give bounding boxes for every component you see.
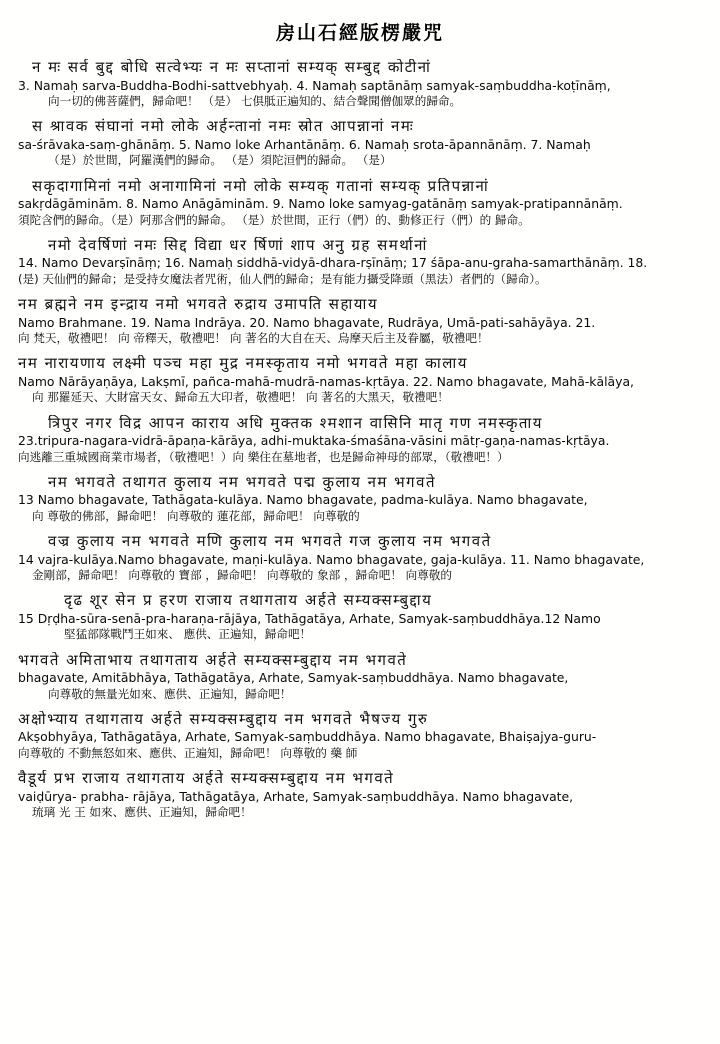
chinese-gloss-line: 須陀含們的歸命。（是）阿那含們的歸命。 （是）於世間，正行（們）的、動修正行（們）的 歸命。 [18,212,530,227]
verse-block [18,415,702,465]
verse-block [18,59,702,109]
transliteration-line: sa-śrāvaka-saṃ-ghānāṃ. 5. Namo loke Arhantānāṃ. 6. Namaḥ srota-āpannānāṃ. 7. Namaḥ [18,136,591,152]
siddham-script-line: वज्र कुलाय नम भगवते मणि कुलाय नम भगवते गज कुलाय नम भगवते [48,533,492,550]
chinese-gloss-line: (是) 天仙們的歸命；是受持女魔法者咒術，仙人們的歸命；是有能力攝受降頭（黑法）者們的（歸命）。 [18,271,547,286]
verse-blocks [18,59,702,820]
chinese-gloss-line: （是）於世間，阿羅漢們的歸命。 （是）須陀洹們的歸命。 （是） [48,153,392,168]
siddham-script-line: नम नारायणाय लक्ष्मी पञ्च महा मुद्र नमस्कृताय नमो भगवते महा कालाय [18,355,468,373]
transliteration-line: 3. Namaḥ sarva-Buddha-Bodhi-sattvebhyaḥ. 4. Namaḥ saptānāṃ samyak-saṃbuddha-koṭīnāṃ, [18,77,611,93]
transliteration-line: 14 vajra-kulāya.Namo bhagavate, maṇi-kulāya. Namo bhagavate, gaja-kulāya. 11. Namo bhagavate, [18,551,645,567]
chinese-gloss-line: 堅猛部隊戰鬥王如來、 應供、正遍知，歸命吧！ [64,627,312,642]
siddham-script-line: नम भगवते तथागत कुलाय नम भगवते पद्म कुलाय नम भगवते [48,473,437,491]
chinese-gloss-line: 琉璃 光 王 如來、應供、正遍知，歸命吧！ [32,805,252,820]
transliteration-line: Namo Brahmane. 19. Nama Indrāya. 20. Namo bhagavate, Rudrāya, Umā-pati-sahāyāya. 21. [18,314,596,330]
transliteration-line: 14. Namo Devarṣīnāṃ; 16. Namaḥ siddhā-vidyā-dhara-rṣīnāṃ; 17 śāpa-anu-graha-samarthānāṃ. 18. [18,255,648,271]
verse-block [18,178,702,228]
chinese-gloss-line: 向逃離三重城國商業市場者，（敬禮吧！）向 樂住在墓地者，也是歸命神母的部眾，（敬禮吧！） [18,449,509,464]
siddham-script-line: सकृदागामिनां नमो अनागामिनां नमो लोके सम्यक् गतानां सम्यक् प्रतिपन्नानां [32,177,490,195]
verse-block [18,533,702,583]
chinese-gloss-line: 向尊敬的 不動無怒如來、應供、正遍知，歸命吧！ 向尊敬的 藥 師 [18,745,358,760]
verse-block [18,592,702,642]
transliteration-line: vaiḍūrya- prabha- rājāya, Tathāgatāya, Arhate, Samyak-saṃbuddhāya. Namo bhagavate, [18,788,574,804]
chinese-gloss-line: 向尊敬的無量光如來、應供、正遍知，歸命吧！ [48,686,292,701]
chinese-gloss-line: 金剛部，歸命吧！ 向尊敬的 寶部 ，歸命吧！ 向尊敬的 象部 ，歸命吧！ 向尊敬的 [32,568,452,583]
transliteration-line: sakṛdāgāminām. 8. Namo Anāgāminām. 9. Namo loke samyag-gatānāṃ samyak-pratipannānāṃ. [18,196,623,212]
transliteration-line: 13 Namo bhagavate, Tathāgata-kulāya. Namo bhagavate, padma-kulāya. Namo bhagavate, [18,492,588,508]
chinese-gloss-line: 向 那羅延天、大財富天女、歸命五大印者，敬禮吧！ 向 著名的大黑天，敬禮吧！ [32,390,449,405]
transliteration-line: 23.tripura-nagara-vidrā-āpaṇa-kārāya, adhi-muktaka-śmaśāna-vāsini mātṛ-gaṇa-namas-kṛtāya. [18,433,610,449]
transliteration-line: bhagavate, Amitābhāya, Tathāgatāya, Arhate, Samyak-saṃbuddhāya. Namo bhagavate, [18,670,569,686]
siddham-script-line: स श्रावक संघानां नमो लोके अर्हन्तानां नमः स्रोत आपन्नानां नमः [32,118,415,136]
chinese-gloss-line: 向 尊敬的佛部，歸命吧！ 向尊敬的 蓮花部，歸命吧！ 向尊敬的 [32,508,360,523]
siddham-script-line: दृढ शूर सेन प्र हरण राजाय तथागताय अर्हते सम्यक्सम्बुद्दाय [64,592,433,610]
verse-block [18,474,702,524]
verse-block [18,652,702,702]
transliteration-line: Namo Nārāyaṇāya, Lakṣmī, pañca-mahā-mudrā-namas-kṛtāya. 22. Namo bhagavate, Mahā-kālāya, [18,373,634,389]
verse-block [18,118,702,168]
siddham-script-line: न मः सर्व बुद्द बोधि सत्वेभ्यः न मः सप्तानां सम्यक् सम्बुद्द कोटीनां [32,59,432,76]
siddham-script-line: नम ब्रह्मने नम इन्द्राय नमो भगवते रुद्राय उमापति सहायाय [18,296,379,313]
siddham-script-line: अक्षोभ्याय तथागताय अर्हते सम्यक्सम्बुद्दाय नम भगवते भैषज्य गुरु [18,710,429,728]
siddham-script-line: भगवते अमिताभाय तथागताय अर्हते सम्यक्सम्बुद्दाय नम भगवते [18,651,408,669]
verse-block [18,770,702,820]
chinese-gloss-line: 向 梵天，敬禮吧！ 向 帝釋天，敬禮吧！ 向 著名的大自在天、烏摩天后主及眷屬，敬禮吧！ [18,331,489,346]
verse-block [18,711,702,761]
transliteration-line: 15 Dṛḍha-sūra-senā-pra-haraṇa-rājāya, Tathāgatāya, Arhate, Samyak-saṃbuddhāya.12 Namo [18,610,601,626]
chinese-gloss-line: 向一切的佛菩薩們，歸命吧！ （是） 七俱胝正遍知的、結合聲聞僧伽眾的歸命。 [48,94,462,109]
verse-block [18,296,702,346]
siddham-script-line: वैडूर्य प्रभ राजाय तथागताय अर्हते सम्यक्सम्बुद्दाय नम भगवते [18,770,395,787]
transliteration-line: Akṣobhyāya, Tathāgatāya, Arhate, Samyak-saṃbuddhāya. Namo bhagavate, Bhaiṣajya-guru- [18,729,597,745]
verse-block [18,237,702,287]
page-title: 房山石經版楞嚴咒 [275,22,444,44]
siddham-script-line: नमो देवर्षिणां नमः सिद्द विद्या धर र्षिणां शाप अनु ग्रह समर्थानां [48,236,428,254]
siddham-script-line: त्रिपुर नगर विद्र आपन काराय अधि मुक्तक श्मशान वासिनि मातृ गण नमस्कृताय [48,414,544,432]
verse-block [18,355,702,405]
